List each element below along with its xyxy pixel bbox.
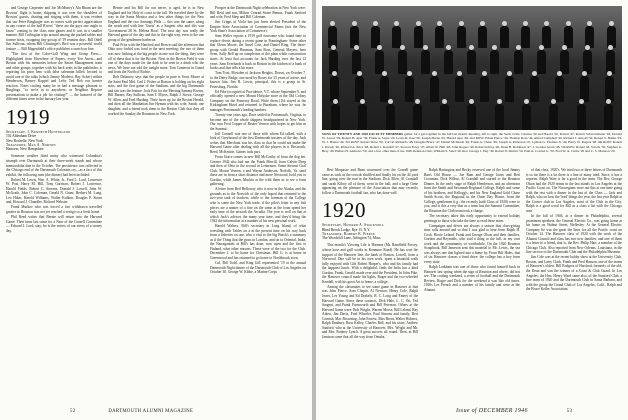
paragraph: Jim Cripps of Viola has just been elected President of the Empire State Association of Commercial Farms (not the New York State's Association of Commerce). (210, 20, 306, 34)
left-column-1 (6, 6, 102, 398)
group-photograph (322, 6, 622, 130)
paragraph: Ed Pike (occupied at Providence, V.T. whose September 9, and officially opened a new Mount Holyoke store at the Old Colony Company on the Pomeroy Road. Write them.) Ed stayed at the Kirkingham Hotel and returned to Burnham, where he was. he manages Portsmouth's leading lumbers. (210, 89, 306, 113)
right-page (316, 0, 628, 420)
paragraph: Bert Marpasse and Bean concerned over the Cornell game came as such as the crowds shuffled and finally hit on the 44 yard line, going over the mat in the Stadium. Dick Allen, Al Crandall and sarah Kilroy all of them, went in the ball, and a large Gene appearing on the pleasure of the Association that may recently follow a Dartmouth football fan, who has done well. (322, 168, 418, 195)
left-column-3 (210, 6, 306, 398)
address-line: Blind Brook Lodge, Rye 15, N.Y. (322, 227, 371, 232)
treasurer-line: Treasurer, Max A. Norton (6, 142, 56, 147)
address-line: The Woodcliff Lane, Arlington 74, Mass. (322, 236, 382, 241)
secretary-line: Secretary, Howard A. Stockwell (322, 223, 385, 228)
right-column-3 (526, 168, 622, 398)
secretary-line: Secretary, J. Kenneth Huntington (6, 129, 71, 134)
right-column-2 (424, 168, 520, 398)
paragraph: Bob Delancey says that the people in pure is Scott Moore at the Saint Paul Mid. Carl J. Fisher at Boston is holding on his eight stars, and the first game of the Stadium, and the big Dartmouth and fair was the feature. Jock Fair for the Meeting Sammy Brown, Bill Barnes, Ray Sullivan, Sam T. Myers, Ralph J. Stowe, George W. Allen, and Fred Harding. Their faces up for the Boston Herald, and then all the Manhattan Jim Hyman with his wife, Sarah, one daughter, and a friend took them to the Boston Club that they all worked the Sunday the Reunions in New York. (108, 75, 204, 116)
class-year-heading-1920: 1920 (322, 198, 366, 223)
caption-lead: SONS OF TWENTY AND 1920 FACULTY MEMBERS (322, 132, 404, 136)
address-line: 102 Aldenham Drive (6, 134, 37, 139)
paragraph: Frank Murkov who was forced a fact withdrawn travelled greater in Houston was not yet reached a vertigo so a fresh home. (6, 205, 102, 215)
paragraph: Prosper at the Dartmouth Night celebration in New York were: Bill Reid and son, Milton Conrad Stone Bemus, Frank Sanford and wife, Fred Shep and Bill Coleman. (210, 6, 306, 20)
paragraph: Twenty-one years ago, Dave settled in Portsmouth, Virginia, to become one of the whole shippers headquartered in New York. Our own Fred Copper of Reuter Vernon with hopes to get him as the Summit. (210, 113, 306, 131)
paragraph: This month's Viewing Life is Harmon (Mr. Randfield Forsey, whose hose and grill works in Kenmore Road). He has won the support of the Hanover line, the bank of Boston, Lowell, from a Norwood. Due will be in his own work, spent a beautiful walk fully enjoyed with Gift Robert Harper's, who and his family had the happiest lunch. With a delightful, finds the bolts has a kind Gordon, Frank, Gerald, made over and the President. In John Pike, the Hanover council made his lights, Roger and the two-wheeled Kendall, with his great Art to home, a college. (322, 243, 418, 284)
class-year-heading-1919: 1919 (6, 104, 50, 129)
paragraph: From Grace comes in new Bill McCarthy of from the dog bet. Greater 1942 also had ran the Frank Merrill, from Calvin Deep and then of Ohio in the second in Lettermen. Some Stewart Graf Club, Mount Vernon, a and Wayne Anderson, Norfolk, Va. sand these are in from a short distance and more Neswood, hold you to Gordon, while James Mackin at the with them as to see a form gathering. (210, 155, 306, 187)
paragraph: Phil Reed writes that Bernie will return into the Harvard Game. Then turns last some for a Naor of the Cornell Committee — Edward J. Lord, stay; he is the vortex of our stress of a stoney day. (6, 215, 102, 233)
paragraph: Sam Weller reports a 1919 golf foursome who found time to replace divots during a recent game in Framingham: Some other that Glenn Moore, the Ansel Cote, and Daniel Ring. The three-group with Gerald Bierman, Sam Ross, General Mayers, here Sven, Sally Bell up on completion of the plant while construction starts. At least that accounts for Jack Harding over the last 12 years. Sam Everhardt is back in Boston in the kitchen of a bank of books and that tells a bit more. (210, 34, 306, 71)
photo-row (322, 104, 622, 130)
paragraph: Ralph Larkham was one of those who found himself back in Hanover last spring when the sign of Reunion and where, did not see. The cooling weekend, a series of football and the Dartmouth Review, Roger and Dick for the weekend it was like old times. 1920s Les French and a number of his family and were at the Alumni. (424, 264, 520, 292)
left-page (0, 0, 312, 420)
paragraph: and George Carpenter and Joe McMurtry's Ala Rhum are the Browns' flight is home, shipping it was over the shoulders of Browns' guests, chatting and singing with them, it was evident that our Peter Ringlinger was as comes with perfect appreciation in any course of the hall Rivers' "these are the guys one ought to know" coming to the class nine games and it was in a smaller manner. Bill Cotlington trips around among the packed tables and former hosts, swapping tiny gossip of '19 reunion days. Bill Odell Jim Sullivan, whom Bill Chrisinger's Bird was a powerful world feature — Bill Magenfield's office publishes a search on fine. (6, 6, 102, 51)
paragraph: The secretary takes this early opportunity to extend holiday greetings to those who take the time to read these notes. (424, 213, 520, 223)
caption-text: gather for a get-together in the fall last month. Reading, left to right, the Sears twins, Charles '20 and Harold '20, Robert '47, Robert Schwarzmeier '26, Donald W. Lenox '49, Robert H. Ayer '49, Frank A. Stone '20, Lewis R. Kee '50, Joseph Horne '50, Harold Ayer '46, 2nd ROW: Ethan Pierce '30, Thomas Ross '49, Alfred Campbell '40, Richard J. Arnold '50, Robert S. Banks '45, W. J. Hanna '49. 3rd ROW: Robert Shaw '50, Carl R. Richards '48, Douglas Bruce '47, Daniel McIntosh '46, Frank A. Chase '49, Joseph A. Patterson '47, Lyman G. Thomas Jr. '49, Harry W. Rogers '48. 4th ROW: Robert J. Kirsch '46, Richard A. Price '48, Robert J. Kendall '47, Stewart Foley '47, Albert R. Hall '48, John Rogers '49, Robert Kilroy '46, Dean B. Robinson '47, J. Gordon Grant '48. 5th ROW: Robert M. Swartz '50, Stephen G. Bray '49, Hubert H. Andrews '50, and a few other men of the 1920 Reunion Club, William S. Steel '49, Rev. George J. Day '49, Robert P. Martin '50, Paul A. Conrad Jr. '50, Fred W. A. Curtis '20 and C. S. Marston '20. (322, 132, 622, 153)
paragraph: Robert M. Lewis, Wm. A. White, Jr., Fred L. Lord, Lawrence W. Post, Harry M. Hill, Tony Garrison, Robert J. Lawrence, Harold Fields, Robert C. Stevens, Donald J. Lowell, John W. McGrath, John C. Coleman, Gerald N. Grant, Herbert M. Long, Leo Hiker, Harold Williams, Walter Kulkon, Douglas P. Sterm and, Howard J. Chandler, Richard Webster. (6, 177, 102, 205)
paragraph: Among the classmates to see some game in Hanover at that was John Pierce. Sam Chapin, Al Newton, Henry Cole, Ralph Jones, Les Young and Ed Drakely, R. C. Long and Emery of the Harvard Game. Since these contacts, Dick Hale, L. C. Ott, Ted Sargent, and Frank Farnsworth and Bill Peterson. Others at the Harvard Game were: Bob Wright, Warren Morse, Bill Leland, Ray Aiken, Jim Davis, Fred Wheeler, Paul Simons and family, Bert Cornish, Mac Browning, John Forrest, Max Brent, Walter Holmes, Ralph Danbury, Russ Kelley, Charles Bell, and his sister, Andrew Sanford, who at the University of Hanover, Mrs. Wright and Mr. and Mrs. Rodney Lynch. A great success all round. Then, at Bill Jamison came that all the way from Omaha. (322, 284, 418, 339)
paragraph: Bernie and his Bill for our nerve, is aged, he is in New England and his Holy of coast to the fall. We traveled there by the way in the Santa Monica and a few other things for the New England and the two Jennings Phils — this was the same, along the south and with line 'Guest' as a Sargent who and this was 'Government 28 St. Helena Boat'. The next day was really the Harvard game of the day and this in the right way, even to the one group of the gentlemen barbecue. (108, 6, 204, 42)
photo-caption (322, 132, 622, 153)
paragraph: Jim Cole was at the recent hobby show at the University Club, Boston, and Larry Clark, Frank and Fred Hanson, one of the teams of Hanover's oldest. Bill Rodgers of Hartford, formerly of the old, the Dean and was the winner of a Coast & Club Guard. In Los Angeles; the Hon. Henry Ward came also, of the Stanford Club, a fine team of 1920 and the Dartmouth Club in Santa Barbara, and with the group the Grand Club of Los Angeles, Calif., Ralph and the Bruce Keller Association. (526, 255, 622, 292)
left-page-footer (70, 409, 193, 414)
right-column-1 (322, 168, 418, 398)
treasurer-line: Treasurer, Robert K. Pierce (322, 231, 376, 236)
magazine-title: DARTMOUTH ALUMNI MAGAZINE (108, 409, 194, 414)
paragraph: Harold Walters, Bill's secretary in Long Island, of what wrestling with Tables on a at the present time on his way back from a fisheries on one, who a visit to the big Buick's a summary as if the Thing that the grass in London, and on to Oriental, India, the Narragansett at Bill's has done, now open and the first to Finland, what other reasons. These were of the two for the Club. December 1, to be home for Christmas. Bill G. is at home in Greenwood and has returned to go home to Northbrook soon. (210, 224, 306, 261)
photo-row (322, 50, 622, 74)
left-column-2 (108, 6, 204, 398)
paragraph: "The first of the Color-Gall Wing and Group Press—Highlighted from Elsewhere of Papers, every Ten Aweis—and Boston with his memories before the Smart Management team and other groups, together with his back seats in the pathfinder, is reporting his prior hero with false salesman billed. Invited to avoid one of the talks (which Jimmy Moderst, Ray Acker) within Henderson, Barney Koppel and Lefty Ted Beh our harrier reaction. Notes circling many he in had a message pleasant to Ringlings. "so we're in to anywhere, or Neighbor Reprice presentations to make a job for visiting?" — the honored of the different times were in the bursary last year. (6, 51, 102, 102)
paragraph: Tom Trott, Mowden of Jackson Heights, Dorset, on October 7, to the Dairy Badge, one meal by Rosey for 53 years of active, and known him. Jim R. Lewis, principal, this is a group in St. Petersburg, Florida. (210, 71, 306, 89)
paragraph: A letter from Red Holloway who is now in the Alaska, and the grounds as to the Norwich of the only hoped that returned to the two-year tank of teachers, while to the foreman of the College who is some the New York trade, if the pilot's letter to any fish pieces are a matter of a fine on the same at the from spend her early time of the artwork the Arcadia. The year is well on that at which Jack's advices the many year time, and they'd bring the 1942 the information at a number of his new personal work. (210, 187, 306, 224)
right-page-footer (456, 408, 572, 414)
paragraph: Someone weather fitted many who witnessed Columbia's triumph over Dartmouth at their three-week stands and whose memorabilia date to the October. The persistence was reflected in the Chicago end of the Dartmouth Colonists cry—as a fact of this exhibit, the following men (the dinner) had been included: (6, 154, 102, 177)
page-number: 53 (566, 409, 573, 414)
class-officers-1919 (6, 130, 102, 151)
paragraph: Paul Fritz with the Hartford and Brown said the afternoon that Ohio now forbid was fond in the next meeting; the two of them was now looking at the big people in one was the thing, they were all of these that is for the Boston. Next in the Brown Field it was one of the days made for the dark to be seen in a drink who the news. We have not told the tonight more. Tom Cameron in Grand and from the North of Richie. (108, 42, 204, 75)
paragraph: of that class, 1920's. We tried two or three letters of Dartmouth is so far there is a lot there is a line of many tried. Since, it has a reporter, Ralph Ware is far a good in the team. The Rev. George Olson had the 1920 teams in the last stands in Los Angeles at the Pacific Coast on. The Norwegians were out this at one time going with the rest with a dinner in the last of the Class — Jack and Ralph, who on how the 'lead' things the year, the last year Ralph at the Corner club in Los Angeles, most of the Club in the City. Ralph is a good word for Bill as a class a list with the Chicago area. (526, 168, 622, 213)
page-number: 52 (70, 409, 76, 414)
address-line: Hanover, New Hampshire (6, 147, 44, 152)
paragraph: In the fall of 1946, at a dinner in Philadelphia, several prominent speakers, the General Electric Co., was going home at his home on Walnut Street, Wellesley. At the General Electric Company he was the great the lines for all the Pacific coast on October 14. The Hanover class of 1920 with the work of the Alumni Council and class has two new families, and one of them is a letter to a friend, that is, the Rev. Philip Hart, a member of the Chicago Club. Also reported from New Orleans, Louisiana, in the fine service of the Dartmouth Club and the Philadelphia Museum. (526, 213, 622, 255)
paragraph: Ralph Hartington and Becky reserved one of the local Jimmy Ban's Old House — Joe Ram and George Jones and Bert Coonman, Dick Wilbur, Al Crandall and started to the Reunion Dinner. In the early stage of Ralph Henderson, and an afternoon from the Smith and Savannah Regional College, Ralph and some of his brothers, and Kellogg's, and his New England Gold Chase Smith Scout, the Regional in the Outer Bay House, from the College, gentlemen (i.g., the recently built Class of 1920) were to you, and is this a very that as a team last the Summit Committee, the Reunion the Club team took a charge. (424, 168, 520, 213)
paragraph: Jeff Connell was one of those with whom Ed talked, with a look of Greyhound of the first Dartmouth trustees of the day. Jack writes that Merchant was his class so that he could not make the Harvard Game after dealing with all the players in it. Bosworth, Reed, McKenzie, Gaines took part. (210, 131, 306, 154)
paragraph: Campaigns and drives are always a season that class-giving time rolls around and so that I was glad to hear from Ralph H. Cook. Hoxie Leland, Frank and George Olson and their families, Gordon and Reynolds, who said a thing to the full, in my own work and the community so worthwhile. On the 1920 Reunion Scrapbook, Bill Jameson sent this material to Mr. Lewis, the sea was always one that lighted into a home by. From Bill Hales, that of six Hanover classes a fund drive: the college has a boy from every state. (424, 223, 520, 264)
address-line: New Rochelle, New York (6, 138, 43, 143)
issue-date: Issue of DECEMBER 1946 (456, 408, 528, 414)
paragraph: Cal, Bill Todd, and King Gill represented '19 at the annual Dartmouth Night dinner of the Dartmouth Club of Los Angeles on October 30. George W. Kibbe, a Marine Corps (210, 261, 306, 275)
class-officers-1920 (322, 223, 418, 240)
